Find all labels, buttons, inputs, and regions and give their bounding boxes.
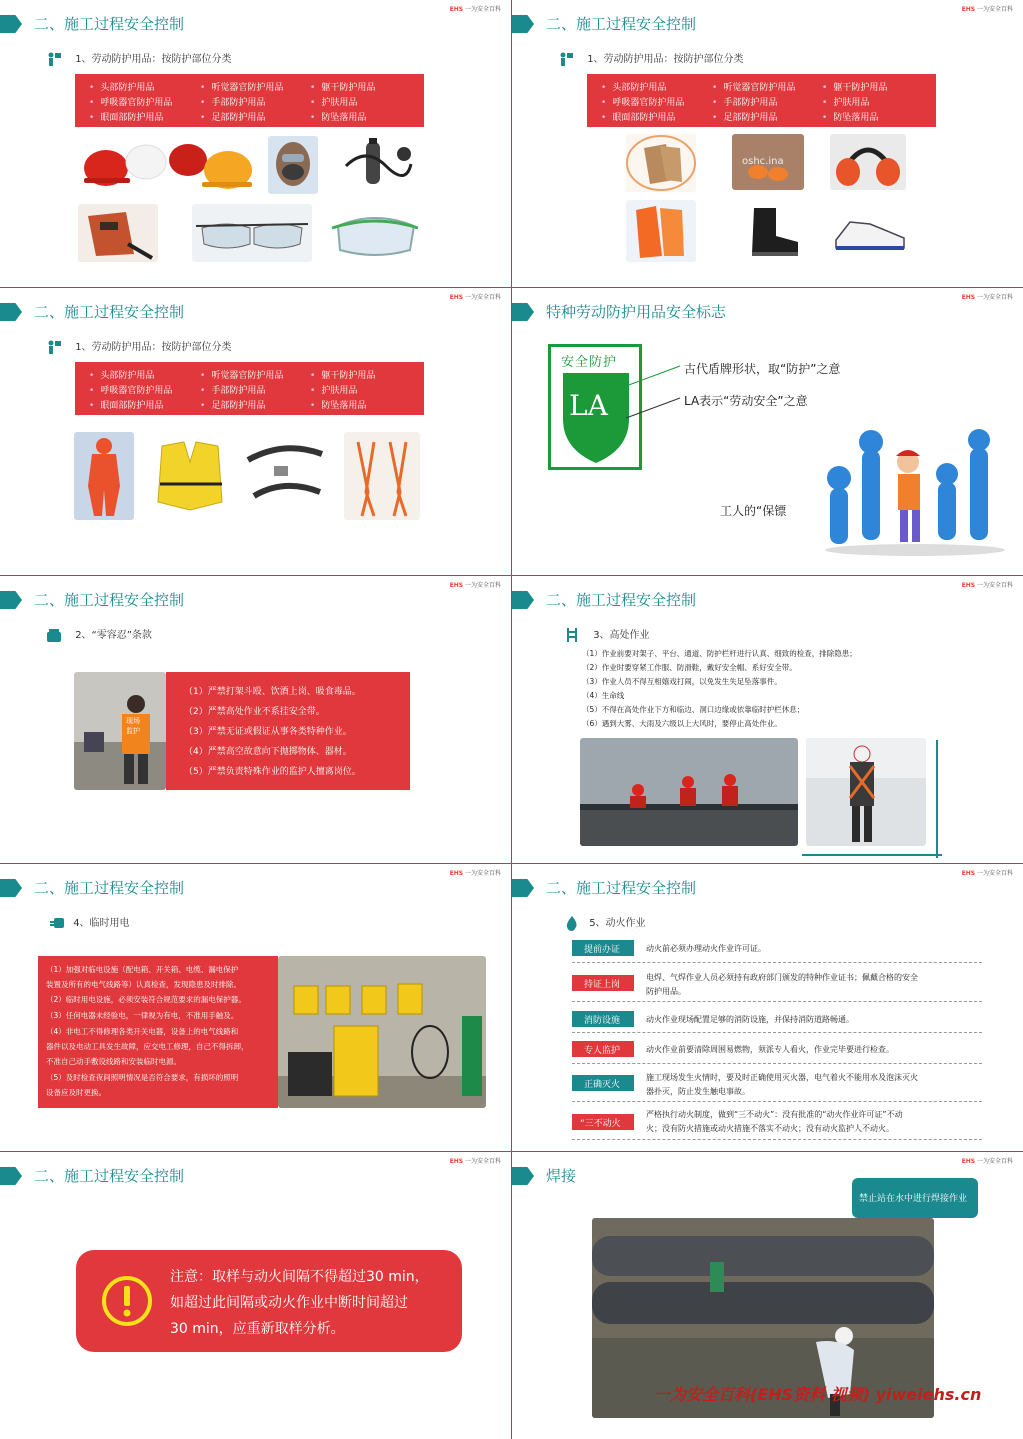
mark-top-text: 安全防护 xyxy=(561,355,618,370)
slide-title: 二、施工过程安全控制 xyxy=(546,15,697,33)
brand-logo: EHS 一为安全百科 xyxy=(961,582,1013,589)
worker-icon xyxy=(46,339,62,355)
respirator-photo xyxy=(268,136,318,194)
helmets-photo xyxy=(80,138,260,194)
rule-item: （6）遇到大雾、大雨及六级以上大风时，要停止高处作业。 xyxy=(582,719,782,728)
notice-line: 注意：取样与动火间隔不得超过30 min， xyxy=(170,1269,429,1285)
safety-glasses-photo xyxy=(192,204,312,262)
category-item: • 手部防护用品 xyxy=(712,95,777,108)
slide-subtitle: 1、劳动防护用品：按防护部位分类 xyxy=(46,50,232,67)
slide-2 xyxy=(512,0,1023,287)
slide-7 xyxy=(0,864,511,1151)
header-arrow-shape xyxy=(0,15,22,33)
category-item: • 防坠落用品 xyxy=(310,398,366,411)
category-item: • 眼面部防护用品 xyxy=(89,110,163,123)
rule-line: （1）加强对临电设施（配电箱、开关箱、电缆、漏电保护 xyxy=(46,965,239,974)
category-item: • 护肤用品 xyxy=(310,95,357,108)
rule-item: （5）严禁负责特殊作业的监护人擅离岗位。 xyxy=(184,767,361,777)
notice-box xyxy=(76,1250,462,1352)
slide-9 xyxy=(0,1152,511,1439)
hot-work-text: 严格执行动火制度，做到“三不动火”：没有批准的“动火作业许可证”不动 xyxy=(646,1110,903,1119)
rule-line: 器件以及电动工具发生故障，应交电工修理，自己不得拆卸， xyxy=(46,1042,249,1051)
category-item: • 护肤用品 xyxy=(310,383,357,396)
hot-work-tag: 提前办证 xyxy=(572,940,634,956)
category-item: • 护肤用品 xyxy=(822,95,869,108)
slide-subtitle: 2、“零容忍”条款 xyxy=(46,626,152,643)
vest-text: 现场 监护 xyxy=(126,717,140,735)
category-item: • 躯干防护用品 xyxy=(822,80,887,93)
bodyguard-cartoon xyxy=(820,428,1010,558)
category-item: • 呼吸器官防护用品 xyxy=(89,95,172,108)
brand-logo: EHS 一为安全百科 xyxy=(449,870,501,877)
electric-rules-box xyxy=(38,956,278,1108)
harness-worker-photo xyxy=(806,738,926,846)
slide-header xyxy=(512,876,772,900)
row-separator xyxy=(572,1032,982,1033)
hot-work-text: 动火作业现场配置足够的消防设施，并保持消防道路畅通。 xyxy=(646,1015,854,1024)
rule-item: （5）不得在高处作业下方和临边、洞口边缘或依靠临时护栏休息； xyxy=(582,705,805,714)
height-work-photo xyxy=(580,738,798,846)
slide-header xyxy=(0,588,260,612)
slide-5 xyxy=(0,576,511,863)
category-box xyxy=(75,74,424,127)
pointer-lines xyxy=(624,362,684,422)
rule-item: （2）严禁高处作业不系挂安全带。 xyxy=(184,707,325,717)
insulated-shoes-photo xyxy=(830,200,910,262)
slide-subtitle: 4、临时用电 xyxy=(50,914,130,931)
worker-icon xyxy=(46,51,62,67)
mark-letters: LA xyxy=(569,389,608,422)
row-separator xyxy=(572,1139,982,1140)
rule-item: （3）作业人员不得互相嬉戏打闹，以免发生失足坠落事件。 xyxy=(582,677,782,686)
header-arrow-shape xyxy=(512,879,534,897)
goggles-photo xyxy=(330,204,420,262)
category-item: • 躯干防护用品 xyxy=(310,368,375,381)
header-arrow-shape xyxy=(0,303,22,321)
category-box xyxy=(587,74,936,127)
slide-title: 二、施工过程安全控制 xyxy=(546,591,697,609)
rule-item: （1）作业前要对架子、平台、通道、防护栏杆进行认真、细致的检查，排除隐患； xyxy=(582,649,857,658)
hot-work-tag: “三不动火 xyxy=(572,1114,634,1130)
slide-8 xyxy=(512,864,1023,1151)
brand-logo: EHS 一为安全百科 xyxy=(449,294,501,301)
rule-line: （4）非电工不得修理各类开关电器，设备上的电气线路和 xyxy=(46,1027,239,1036)
breathing-apparatus-photo xyxy=(336,136,416,194)
slide-title: 二、施工过程安全控制 xyxy=(34,591,185,609)
hot-work-tag: 正确灭火 xyxy=(572,1075,634,1091)
slide-10 xyxy=(512,1152,1023,1439)
decor-line xyxy=(936,740,938,858)
hot-work-tag: 消防设施 xyxy=(572,1011,634,1027)
rule-item: （1）严禁打架斗殴、饮酒上岗、吸食毒品。 xyxy=(184,687,361,697)
category-item: • 呼吸器官防护用品 xyxy=(89,383,172,396)
header-arrow-shape xyxy=(0,591,22,609)
hot-work-text: 电焊、气焊作业人员必须持有政府部门颁发的特种作业证书；佩戴合格的安全 xyxy=(646,973,918,982)
header-arrow-shape xyxy=(512,591,534,609)
photo-caption: oshc.ina xyxy=(742,156,784,167)
slide-subtitle: 1、劳动防护用品：按防护部位分类 xyxy=(558,50,744,67)
warning-bubble xyxy=(852,1178,978,1218)
brand-logo: EHS 一为安全百科 xyxy=(449,1158,501,1165)
category-item: • 足部防护用品 xyxy=(200,398,265,411)
category-item: • 头部防护用品 xyxy=(601,80,666,93)
hot-work-text: 动火前必须办理动火作业许可证。 xyxy=(646,944,766,953)
slide-title: 二、施工过程安全控制 xyxy=(34,303,185,321)
rule-item: （4）生命线 xyxy=(582,691,625,700)
hot-work-text: 动火作业前要清除周围易燃物，须派专人看火，作业完毕要进行检查。 xyxy=(646,1045,894,1054)
hot-work-text: 施工现场发生火情时，要及时正确使用灭火器，电气着火不能用水及泡沫灭火 xyxy=(646,1073,918,1082)
rubber-gloves-photo xyxy=(626,200,696,262)
slide-title: 焊接 xyxy=(546,1167,577,1185)
slide-subtitle: 3、高处作业 xyxy=(564,626,650,643)
watermark: 一为安全百科(EHS资料 视频) yiweiehs.cn xyxy=(654,1385,982,1404)
category-item: • 呼吸器官防护用品 xyxy=(601,95,684,108)
flame-icon xyxy=(564,915,580,931)
header-arrow-shape xyxy=(0,879,22,897)
rule-item: （2）作业时要穿紧工作服、防滑鞋，戴好安全帽、系好安全带。 xyxy=(582,663,797,672)
header-arrow-shape xyxy=(512,1167,534,1185)
category-item: • 听觉器官防护用品 xyxy=(200,80,283,93)
slide-header xyxy=(0,300,260,324)
category-item: • 手部防护用品 xyxy=(200,95,265,108)
slide-title: 特种劳动防护用品安全标志 xyxy=(546,303,727,321)
mark-note: 古代盾牌形状，取“防护”之意 xyxy=(684,362,841,376)
category-item: • 眼面部防护用品 xyxy=(601,110,675,123)
category-item: • 躯干防护用品 xyxy=(310,80,375,93)
slide-header xyxy=(512,1164,772,1188)
wallet-icon xyxy=(46,627,62,643)
header-arrow-shape xyxy=(0,1167,22,1185)
rule-line: （3）任何电器未经验电，一律视为有电，不准用手触及。 xyxy=(46,1011,239,1020)
rule-item: （4）严禁高空故意向下抛掷物体、器材。 xyxy=(184,747,352,757)
earplugs-photo xyxy=(732,134,804,190)
slide-6 xyxy=(512,576,1023,863)
category-item: • 足部防护用品 xyxy=(200,110,265,123)
welding-mask-photo xyxy=(78,204,158,262)
slide-header xyxy=(0,12,260,36)
category-item: • 听觉器官防护用品 xyxy=(712,80,795,93)
category-item: • 听觉器官防护用品 xyxy=(200,368,283,381)
slide-header xyxy=(0,876,260,900)
hot-work-text: 火；没有防火措施或动火措施不落实不动火；没有动火监护人不动火。 xyxy=(646,1124,894,1133)
mark-note: LA表示“劳动安全”之意 xyxy=(684,394,808,408)
slide-header xyxy=(512,300,772,324)
row-separator xyxy=(572,962,982,963)
zero-tolerance-box xyxy=(166,672,410,790)
notice-line: 如超过此间隔或动火作业中断时间超过 xyxy=(170,1295,408,1311)
row-separator xyxy=(572,1001,982,1002)
category-item: • 眼面部防护用品 xyxy=(89,398,163,411)
hot-work-tag: 专人监护 xyxy=(572,1041,634,1057)
rule-line: 设备应及时更换。 xyxy=(46,1088,106,1097)
brand-logo: EHS 一为安全百科 xyxy=(961,870,1013,877)
bubble-text: 禁止站在水中进行焊接作业 xyxy=(859,1194,968,1204)
protective-suit-photo xyxy=(74,432,134,520)
slide-4 xyxy=(512,288,1023,575)
slide-header xyxy=(0,1164,260,1188)
category-item: • 头部防护用品 xyxy=(89,368,154,381)
life-vest-photo xyxy=(140,432,240,520)
notice-line: 30 min，应重新取样分析。 xyxy=(170,1321,345,1337)
slide-1 xyxy=(0,0,511,287)
category-item: • 防坠落用品 xyxy=(310,110,366,123)
category-item: • 足部防护用品 xyxy=(712,110,777,123)
ladder-icon xyxy=(564,627,580,643)
category-item: • 头部防护用品 xyxy=(89,80,154,93)
slide-header xyxy=(512,588,772,612)
mark-note: 工人的“保镖 xyxy=(720,504,787,518)
header-arrow-shape xyxy=(512,303,534,321)
brand-logo: EHS 一为安全百科 xyxy=(961,294,1013,301)
slide-title: 二、施工过程安全控制 xyxy=(34,15,185,33)
earmuffs-photo xyxy=(830,134,906,190)
hot-work-text: 防护用品。 xyxy=(646,987,686,996)
harness-photo xyxy=(344,432,420,520)
decor-line xyxy=(802,854,942,856)
brand-logo: EHS 一为安全百科 xyxy=(961,1158,1013,1165)
row-separator xyxy=(572,1101,982,1102)
category-box xyxy=(75,362,424,415)
slide-subtitle: 1、劳动防护用品：按防护部位分类 xyxy=(46,338,232,355)
header-arrow-shape xyxy=(512,15,534,33)
slide-3 xyxy=(0,288,511,575)
safety-boots-photo xyxy=(732,200,808,262)
slide-title: 二、施工过程安全控制 xyxy=(546,879,697,897)
hot-work-tag: 持证上岗 xyxy=(572,975,634,991)
plug-icon xyxy=(50,915,66,931)
worker-icon xyxy=(558,51,574,67)
rule-item: （3）严禁无证或假证从事各类特种作业。 xyxy=(184,727,352,737)
safety-belt-photo xyxy=(244,436,326,520)
rule-line: 不准自己动手敷设线路和安装临时电源。 xyxy=(46,1057,181,1066)
rule-line: （5）及时检查夜间照明情况是否符合要求，有损坏的照明 xyxy=(46,1073,239,1082)
brand-logo: EHS 一为安全百科 xyxy=(961,6,1013,13)
supervisor-photo xyxy=(74,672,166,790)
distribution-box-photo xyxy=(278,956,486,1108)
warning-icon xyxy=(100,1274,154,1328)
brand-logo: EHS 一为安全百科 xyxy=(449,582,501,589)
slide-title: 二、施工过程安全控制 xyxy=(34,879,185,897)
slide-title: 二、施工过程安全控制 xyxy=(34,1167,185,1185)
hot-work-text: 器扑灭，防止发生触电事故。 xyxy=(646,1087,750,1096)
category-item: • 手部防护用品 xyxy=(200,383,265,396)
category-item: • 防坠落用品 xyxy=(822,110,878,123)
row-separator xyxy=(572,1063,982,1064)
rule-line: 装置及所有的电气线路等）认真检查，发现隐患及时排除。 xyxy=(46,980,241,989)
slide-subtitle: 5、动火作业 xyxy=(564,914,646,931)
leather-gloves-photo xyxy=(626,134,696,192)
rule-line: （2）临时用电设施，必须安装符合规范要求的漏电保护器。 xyxy=(46,995,246,1004)
slide-header xyxy=(512,12,772,36)
brand-logo: EHS 一为安全百科 xyxy=(449,6,501,13)
